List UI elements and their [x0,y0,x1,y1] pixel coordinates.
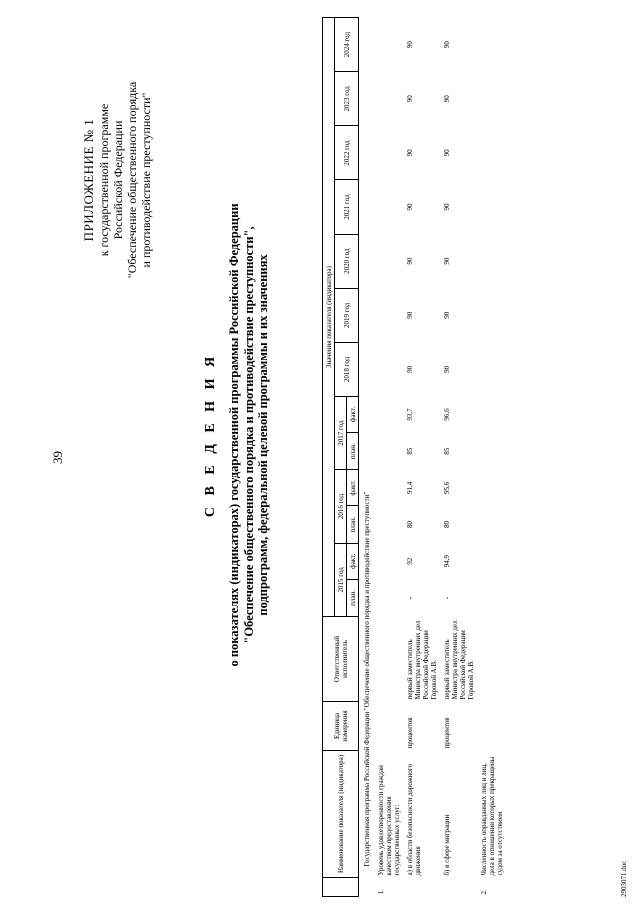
unit-cell: процентов [443,717,451,749]
value-cell [373,579,402,616]
indicators-table [322,17,505,897]
appendix-line: Российской Федерации [111,120,125,240]
header-executor: Ответственный исполнитель [323,617,359,702]
value-cell [476,470,505,506]
value-cell [373,180,402,234]
table-row [476,18,505,897]
value-cell [373,126,402,180]
indicator-name: Численность оправданных лиц и лиц, дела в отношении которых прекращены судом за отсутствием [480,756,504,876]
header-year: 2019 год [335,288,359,342]
value-cell: - [443,596,451,600]
value-cell [476,126,505,180]
header-plan: план. [347,433,359,470]
value-cell [373,433,402,470]
executor-cell [476,617,505,702]
value-cell [476,18,505,72]
row-number [439,878,476,897]
executor-cell: первый заместитель Министра внутренних дел Российской Федерации Горовой А.В. [406,620,438,700]
value-cell: 90 [443,203,451,211]
value-cell [373,18,402,72]
value-cell [373,342,402,396]
value-cell [373,72,402,126]
value-cell: 90 [443,41,451,49]
header-unit: Единица измерения [323,702,359,751]
value-cell [476,288,505,342]
row-number [402,878,439,897]
value-cell: 80 [406,521,414,529]
value-cell: - [406,596,414,600]
value-cell: 85 [406,447,414,455]
table-row [402,18,439,897]
value-cell [476,234,505,288]
heading-line: о показателях (индикаторах) государственной программы Российской Федерации [227,203,241,667]
value-cell: 92 [406,557,414,565]
row-number: 2. [480,889,488,895]
header-values-group: Значения показателя (индикатора) [323,18,335,617]
header-year: 2017 год [335,396,347,469]
value-cell: 90 [406,311,414,319]
state-program-row [359,18,374,897]
value-cell: 93,7 [406,408,414,421]
appendix-block [82,55,153,305]
value-cell [373,506,402,543]
header-fact: факт. [347,543,359,579]
appendix-line: и противодействие преступности" [139,92,153,268]
header-fact: факт. [347,396,359,432]
table-row [439,18,476,897]
heading-title: С В Е Д Е Н И Я [203,352,218,518]
unit-cell [476,702,505,751]
value-cell: 80 [443,521,451,529]
value-cell: 90 [406,203,414,211]
value-cell [476,396,505,432]
heading-line: подпрограмм, федеральной целевой программы и их значениях [256,254,270,616]
value-cell: 90 [443,311,451,319]
value-cell: 90 [443,257,451,265]
executor-cell [373,617,402,702]
row-number: 1. [377,889,385,895]
value-cell [373,234,402,288]
header-num [323,878,359,897]
value-cell: 96,6 [443,408,451,421]
value-cell: 94,9 [443,555,451,568]
value-cell [476,72,505,126]
header-year: 2021 год [335,180,359,234]
appendix-line: к государственной программе [97,103,111,257]
value-cell: 90 [443,149,451,157]
value-cell: 90 [406,257,414,265]
value-cell [373,470,402,506]
header-plan: план. [347,506,359,543]
document-file-id: 2903071.doc [620,860,628,897]
value-cell [476,543,505,579]
unit-cell: процентов [406,717,414,749]
appendix-line: "Обеспечение общественного порядка [125,81,139,279]
header-fact: факт. [347,470,359,506]
value-cell: 91,4 [406,481,414,494]
appendix-title: ПРИЛОЖЕНИЕ № 1 [81,118,96,242]
header-year: 2023 год [335,72,359,126]
value-cell [373,288,402,342]
value-cell: 85 [443,447,451,455]
header-year: 2020 год [335,234,359,288]
value-cell [476,433,505,470]
value-cell: 95,6 [443,481,451,494]
header-plan: план. [347,579,359,616]
header-name: Наименование показателя (индикатора) [323,751,359,878]
value-cell: 90 [406,149,414,157]
state-program-title: Государственная программа Российской Федерации "Обеспечение общественного порядка и противодействие преступности" [363,491,371,867]
value-cell: 90 [406,95,414,103]
table-row [373,18,402,897]
value-cell [476,579,505,616]
executor-cell: первый заместитель Министра внутренних дел Российской Федерации Горовой А.В. [443,620,475,700]
value-cell [476,342,505,396]
indicator-name: а) в области безопасности дорожного движения [406,764,422,876]
unit-cell [373,702,402,751]
header-year: 2024 год [335,18,359,72]
value-cell [476,506,505,543]
document-heading [203,25,271,845]
value-cell: 90 [406,41,414,49]
header-year: 2018 год [335,342,359,396]
indicator-name: б) в сфере миграции [443,814,451,876]
value-cell: 90 [406,365,414,373]
header-year: 2022 год [335,126,359,180]
value-cell: 90 [443,95,451,103]
header-year: 2015 год [335,543,347,616]
indicator-name: Уровень удовлетворенности граждан качеством предоставления государственных услуг: [377,765,401,876]
value-cell [373,543,402,579]
value-cell [476,180,505,234]
header-year: 2016 год [335,470,347,543]
value-cell [373,396,402,432]
heading-line: "Обеспечение общественного порядка и противодействие преступности", [241,226,256,644]
page-number: 39 [50,451,65,464]
value-cell: 90 [443,365,451,373]
